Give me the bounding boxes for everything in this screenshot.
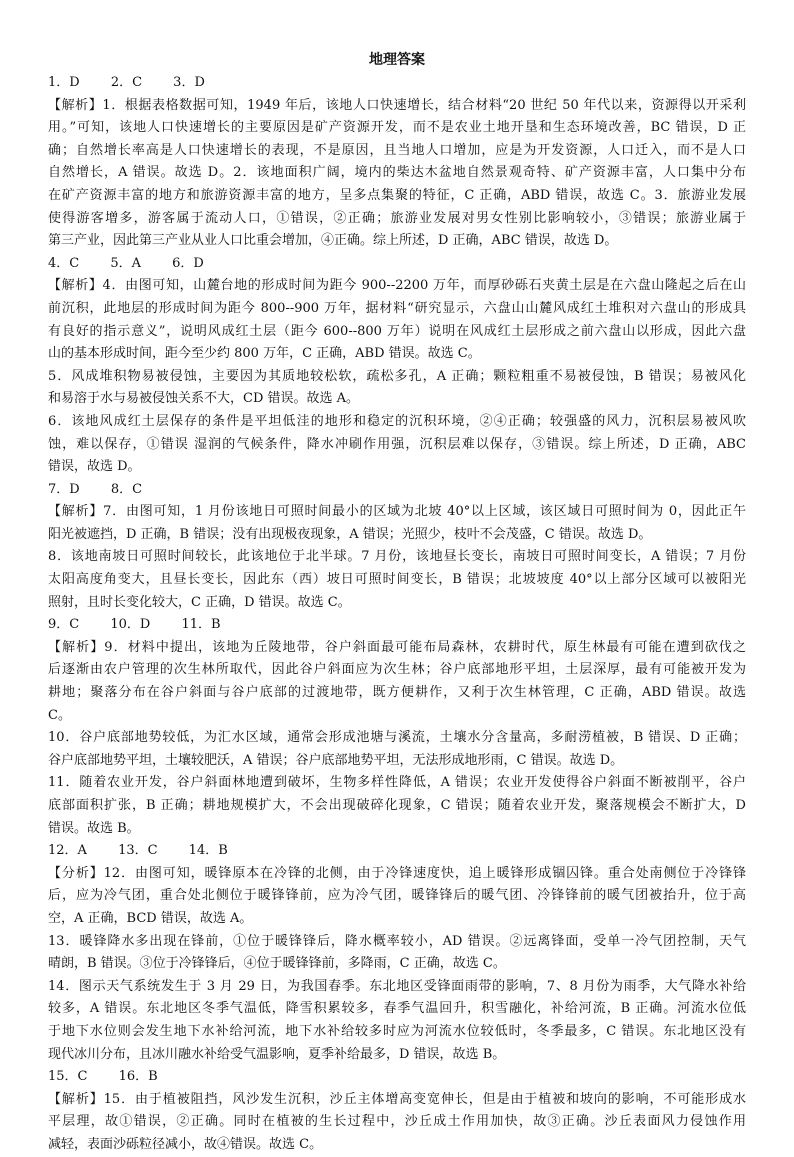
explanation-line: 后逐渐由农户管理的次生林所取代，因此谷户斜面应为次生林；谷户底部地形平坦，土层深厚，最有可能被开发为 (48, 662, 746, 678)
explanation-line: 【解析】15．由于植被阻挡，风沙发生沉积，沙丘主体增高变宽伸长，但是由于植被和坡向的影响，不可能形成水 (48, 1091, 746, 1107)
explanation-line: 现代冰川分布，且冰川融水补给受气温影响，夏季补给最多，D 错误，故选 B。 (48, 1046, 506, 1062)
explanation-line: 照射，且时长变化较大，C 正确，D 错误。故选 C。 (48, 594, 351, 610)
explanation-line: 【分析】12．由图可知，暖锋原本在冷锋的北侧，由于冷锋速度快，追上暖锋形成锢囚锋。重合处南侧位于冷锋锋 (48, 865, 746, 881)
explanation-line: 5．风成堆积物易被侵蚀，主要因为其质地较松软，疏松多孔，A 正确；颗粒粗重不易被侵蚀，B 错误；易被风化 (48, 368, 746, 384)
explanation-line: 在矿产资源丰富的地方和旅游资源丰富的地方，呈多点集聚的特征，C 正确，ABD 错误，故选 C。3．旅游业发展 (48, 187, 746, 203)
explanation-line: 较多，A 错误。东北地区冬季气温低，降雪积累较多，春季气温回升，积雪融化，补给河流，B 正确。河流水位低 (48, 1001, 746, 1017)
explanation-line: 8．该地南坡日可照时间较长，此该地位于北半球。7 月份，该地昼长变长，南坡日可照时间变长，A 错误；7 月份 (48, 549, 746, 565)
explanation-line: 10．谷户底部地势较低，为汇水区域，通常会形成池塘与溪流，土壤水分含量高，多耐涝植被，B 错误、D 正确； (48, 730, 746, 746)
explanation-line: 于地下水位则会发生地下水补给河流，地下水补给较多时应为河流水位较低时，冬季最多，C 错误。东北地区没有 (48, 1023, 746, 1039)
page-title: 地理答案 (369, 52, 425, 68)
answer-key-line: 12．A 13．C 14．B (48, 843, 228, 859)
explanation-line: 【解析】9．材料中提出，该地为丘陵地带，谷户斜面最可能布局森林，农耕时代，原生林最有可能在遭到砍伐之 (48, 639, 746, 655)
explanation-line: 确；自然增长率高是人口快速增长的表现，不是原因，且当地人口增加，应是为开发资源，人口迁入，而不是人口 (48, 142, 746, 158)
explanation-line: 【解析】4．由图可知，山麓台地的形成时间为距今 900--2200 万年，而厚砂砾石夹黄土层是在六盘山隆起之后在山 (48, 278, 746, 294)
answer-key-line: 15．C 16．B (48, 1069, 158, 1085)
explanation-line: 14．图示天气系统发生于 3 月 29 日，为我国春季。东北地区受锋面雨带的影响，7、8 月份为雨季，大气降水补给 (48, 978, 746, 994)
explanation-line: 错误。故选 B。 (48, 820, 140, 836)
answer-text-body (48, 72, 746, 1157)
explanation-line: 空，A 正确，BCD 错误，故选 A。 (48, 910, 253, 926)
explanation-line: 第三产业，因此第三产业从业人口比重会增加，④正确。综上所述，D 正确，ABC 错误，故选 D。 (48, 233, 618, 249)
answer-key-line: 1．D 2．C 3．D (48, 75, 205, 90)
answer-key-line: 4．C 5．A 6．D (48, 255, 204, 271)
explanation-line: 和易溶于水与易被侵蚀关系不大，CD 错误。故选 A。 (48, 391, 360, 407)
explanation-line: 底部面积扩张，B 正确；耕地规模扩大，不会出现破碎化现象，C 错误；随着农业开发，聚落规模会不断扩大，D (48, 798, 746, 813)
explanation-line: 自然增长，A 错误。故选 D。2．该地面积广阔，境内的柴达木盆地自然景观奇特、矿产资源丰富，人口集中分布 (48, 165, 746, 181)
explanation-line: 蚀，难以保存，①错误 湿润的气候条件，降水冲刷作用强，沉积层难以保存，③错误。综上所述，D 正确，ABC (48, 436, 746, 452)
explanation-line: 平层理，故①错误，②正确。同时在植被的生长过程中，沙丘成土作用加快，故③正确。沙丘表面风力侵蚀作用 (48, 1114, 746, 1130)
explanation-line: 用。”可知，该地人口快速增长的主要原因是矿产资源开发，而不是农业土地开垦和生态环境改善，BC 错误，D 正 (48, 120, 746, 136)
explanation-line: 后，应为冷气团，重合处北侧位于暖锋锋前，应为冷气团，暖锋锋后的暖气团、冷锋锋前的暖气团被抬升，位于高 (48, 888, 746, 904)
explanation-line: 【解析】7．由图可知，1 月份该地日可照时间最小的区域为北坡 40°以上区域，该区域日可照时间为 0，因此正午 (48, 504, 746, 520)
explanation-line: 山的基本形成时间，距今至少约 800 万年，C 正确，ABD 错误。故选 C。 (48, 346, 481, 362)
explanation-line: 前沉积，此地层的形成时间为距今 800--900 万年，据材料“研究显示，六盘山山麓风成红土堆积对六盘山的形成具 (48, 300, 746, 316)
explanation-line: 【解析】1．根据表格数据可知，1949 年后，该地人口快速增长，结合材料“20 世纪 50 年代以来，资源得以开采利 (48, 97, 746, 113)
explanation-line: 太阳高度角变大，且昼长变长，因此东（西）坡日可照时间变长，B 错误；北坡坡度 40°以上部分区域可以被阳光 (48, 572, 746, 588)
answer-key-line: 7．D 8．C (48, 481, 143, 497)
explanation-line: C。 (48, 707, 71, 723)
explanation-line: 减轻，表面沙砾粒径减小，故④错误。故选 C。 (48, 1136, 323, 1152)
answer-key-line: 9．C 10．D 11．B (48, 617, 221, 633)
explanation-line: 错误，故选 D。 (48, 459, 141, 475)
explanation-line: 6．该地风成红土层保存的条件是平坦低洼的地形和稳定的沉积环境，②④正确；较强盛的风力，沉积层易被风吹 (48, 413, 746, 429)
explanation-line: 13．暖锋降水多出现在锋前，①位于暖锋锋后，降水概率较小，AD 错误。②远离锋面，受单一冷气团控制，天气 (48, 933, 746, 949)
explanation-line: 11．随着农业开发，谷户斜面林地遭到破坏，生物多样性降低，A 错误；农业开发使得谷户斜面不断被削平，谷户 (48, 775, 746, 791)
explanation-line: 使得游客增多，游客属于流动人口，①错误，②正确；旅游业发展对男女性别比影响较小，③错误；旅游业属于 (48, 210, 746, 226)
explanation-line: 耕地；聚落分布在谷户斜面与谷户底部的过渡地带，既方便耕作，又利于次生林管理，C 正确，ABD 错误。故选 (48, 685, 746, 701)
explanation-line: 谷户底部地势平坦，土壤较肥沃，A 错误；谷户底部地势平坦，无法形成地形雨，C 错误。故选 D。 (48, 752, 624, 768)
explanation-line: 晴朗，B 错误。③位于冷锋锋后，④位于暖锋锋前，多降雨，C 正确，故选 C。 (48, 956, 506, 972)
explanation-line: 有良好的指示意义”，说明风成红土层（距今 600--800 万年）说明在风成红土层形成之前六盘山以形成，因此六盘 (48, 323, 746, 339)
explanation-line: 阳光被遮挡，D 正确，B 错误；没有出现极夜现象，A 错误；光照少，枝叶不会茂盛，C 错误。故选 D。 (48, 526, 652, 542)
